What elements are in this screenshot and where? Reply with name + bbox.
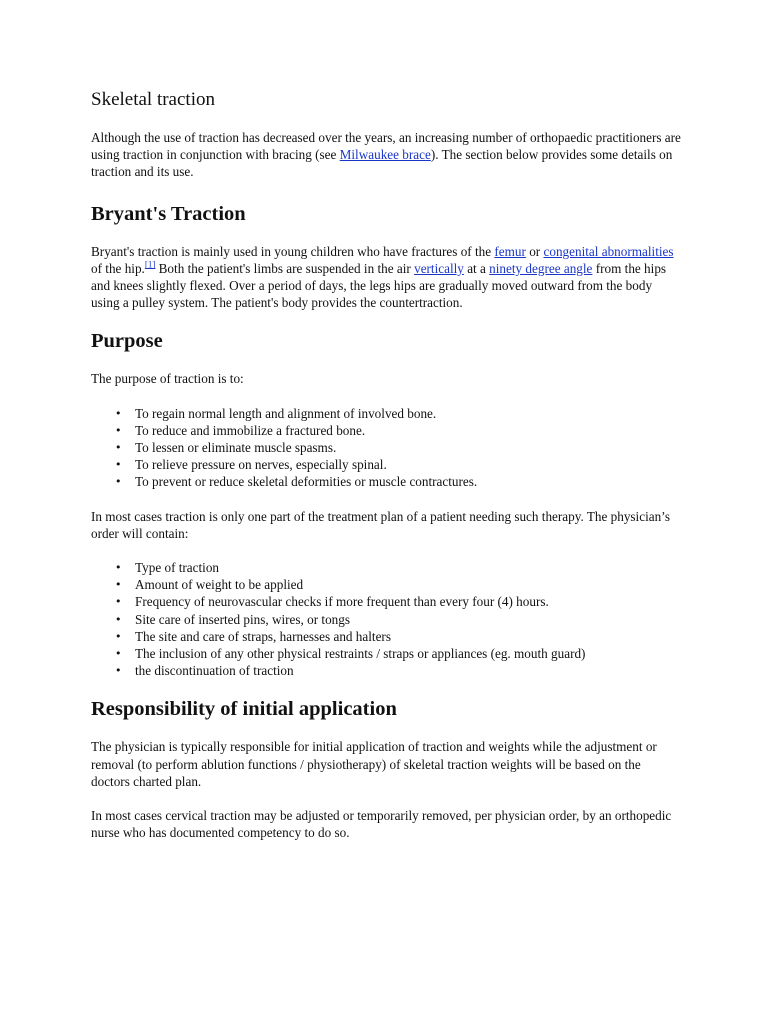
paragraph-purpose-intro: The purpose of traction is to: [91, 371, 244, 387]
heading-bryants-traction: Bryant's Traction [91, 202, 246, 225]
paragraph-responsibility-1: The physician is typically responsible for initial application of traction and weights while the adjustment or removal (to perform ablution functions / physiotherapy) of skeletal traction weights will be based on the doctors charted plan. [91, 739, 657, 789]
list-item: • The inclusion of any other physical restraints / straps or appliances (eg. mouth guard) [91, 645, 681, 662]
order-list [91, 559, 681, 679]
link-femur[interactable]: femur [494, 243, 526, 259]
list-item: • The site and care of straps, harnesses and halters [91, 628, 681, 645]
text-span: Although the use of traction has decreased over the years, an increasing number of orthopaedic practitioners are using traction in conjunction with bracing (see [91, 130, 681, 163]
text-span: Bryant's traction is mainly used in young children who have fractures of the [91, 243, 495, 259]
link-vertically[interactable]: vertically [414, 260, 464, 276]
list-item: • Frequency of neurovascular checks if more frequent than every four (4) hours. [91, 593, 681, 610]
heading-responsibility: Responsibility of initial application [91, 698, 397, 721]
text-span: at a [463, 260, 490, 276]
list-item: • To relieve pressure on nerves, especially spinal. [91, 456, 681, 473]
text-span: ). The section below provides some details on traction and its use. [91, 147, 673, 180]
heading-skeletal-traction: Skeletal traction [91, 89, 215, 110]
list-item: • Site care of inserted pins, wires, or tongs [91, 611, 681, 628]
list-item: • To lessen or eliminate muscle spasms. [91, 439, 681, 456]
text-span: Both the patient's limbs are suspended in the air [155, 260, 415, 276]
text-span: from the hips and knees slightly flexed. Over a period of days, the legs hips are gradually moved outward from the body using a pulley system. The patient's body provides the countertraction. [91, 260, 667, 311]
list-item: • To reduce and immobilize a fractured bone. [91, 422, 681, 439]
text-span: or [525, 243, 544, 259]
reference-link[interactable]: [1] [144, 259, 156, 270]
heading-purpose: Purpose [91, 330, 163, 353]
paragraph-bryant [91, 243, 681, 312]
list-item: • the discontinuation of traction [91, 662, 681, 679]
article-body [91, 88, 681, 841]
link-milwaukee-brace[interactable]: Milwaukee brace [339, 147, 431, 163]
text-span: of the hip. [91, 260, 145, 276]
paragraph-order-intro: In most cases traction is only one part of the treatment plan of a patient needing such therapy. The physician’s order will contain: [91, 508, 670, 541]
link-ninety-degree-angle[interactable]: ninety degree angle [489, 260, 593, 276]
list-item: • Type of traction [91, 559, 681, 576]
paragraph-responsibility-2: In most cases cervical traction may be adjusted or temporarily removed, per physician order, by an orthopedic nurse who has documented competency to do so. [91, 808, 672, 841]
paragraph-skeletal-intro [91, 129, 681, 181]
list-item: • Amount of weight to be applied [91, 576, 681, 593]
list-item: • To regain normal length and alignment of involved bone. [91, 405, 681, 422]
purpose-list [91, 405, 681, 491]
link-congenital-abnormalities[interactable]: congenital abnormalities [543, 243, 674, 259]
list-item: • To prevent or reduce skeletal deformities or muscle contractures. [91, 473, 681, 490]
